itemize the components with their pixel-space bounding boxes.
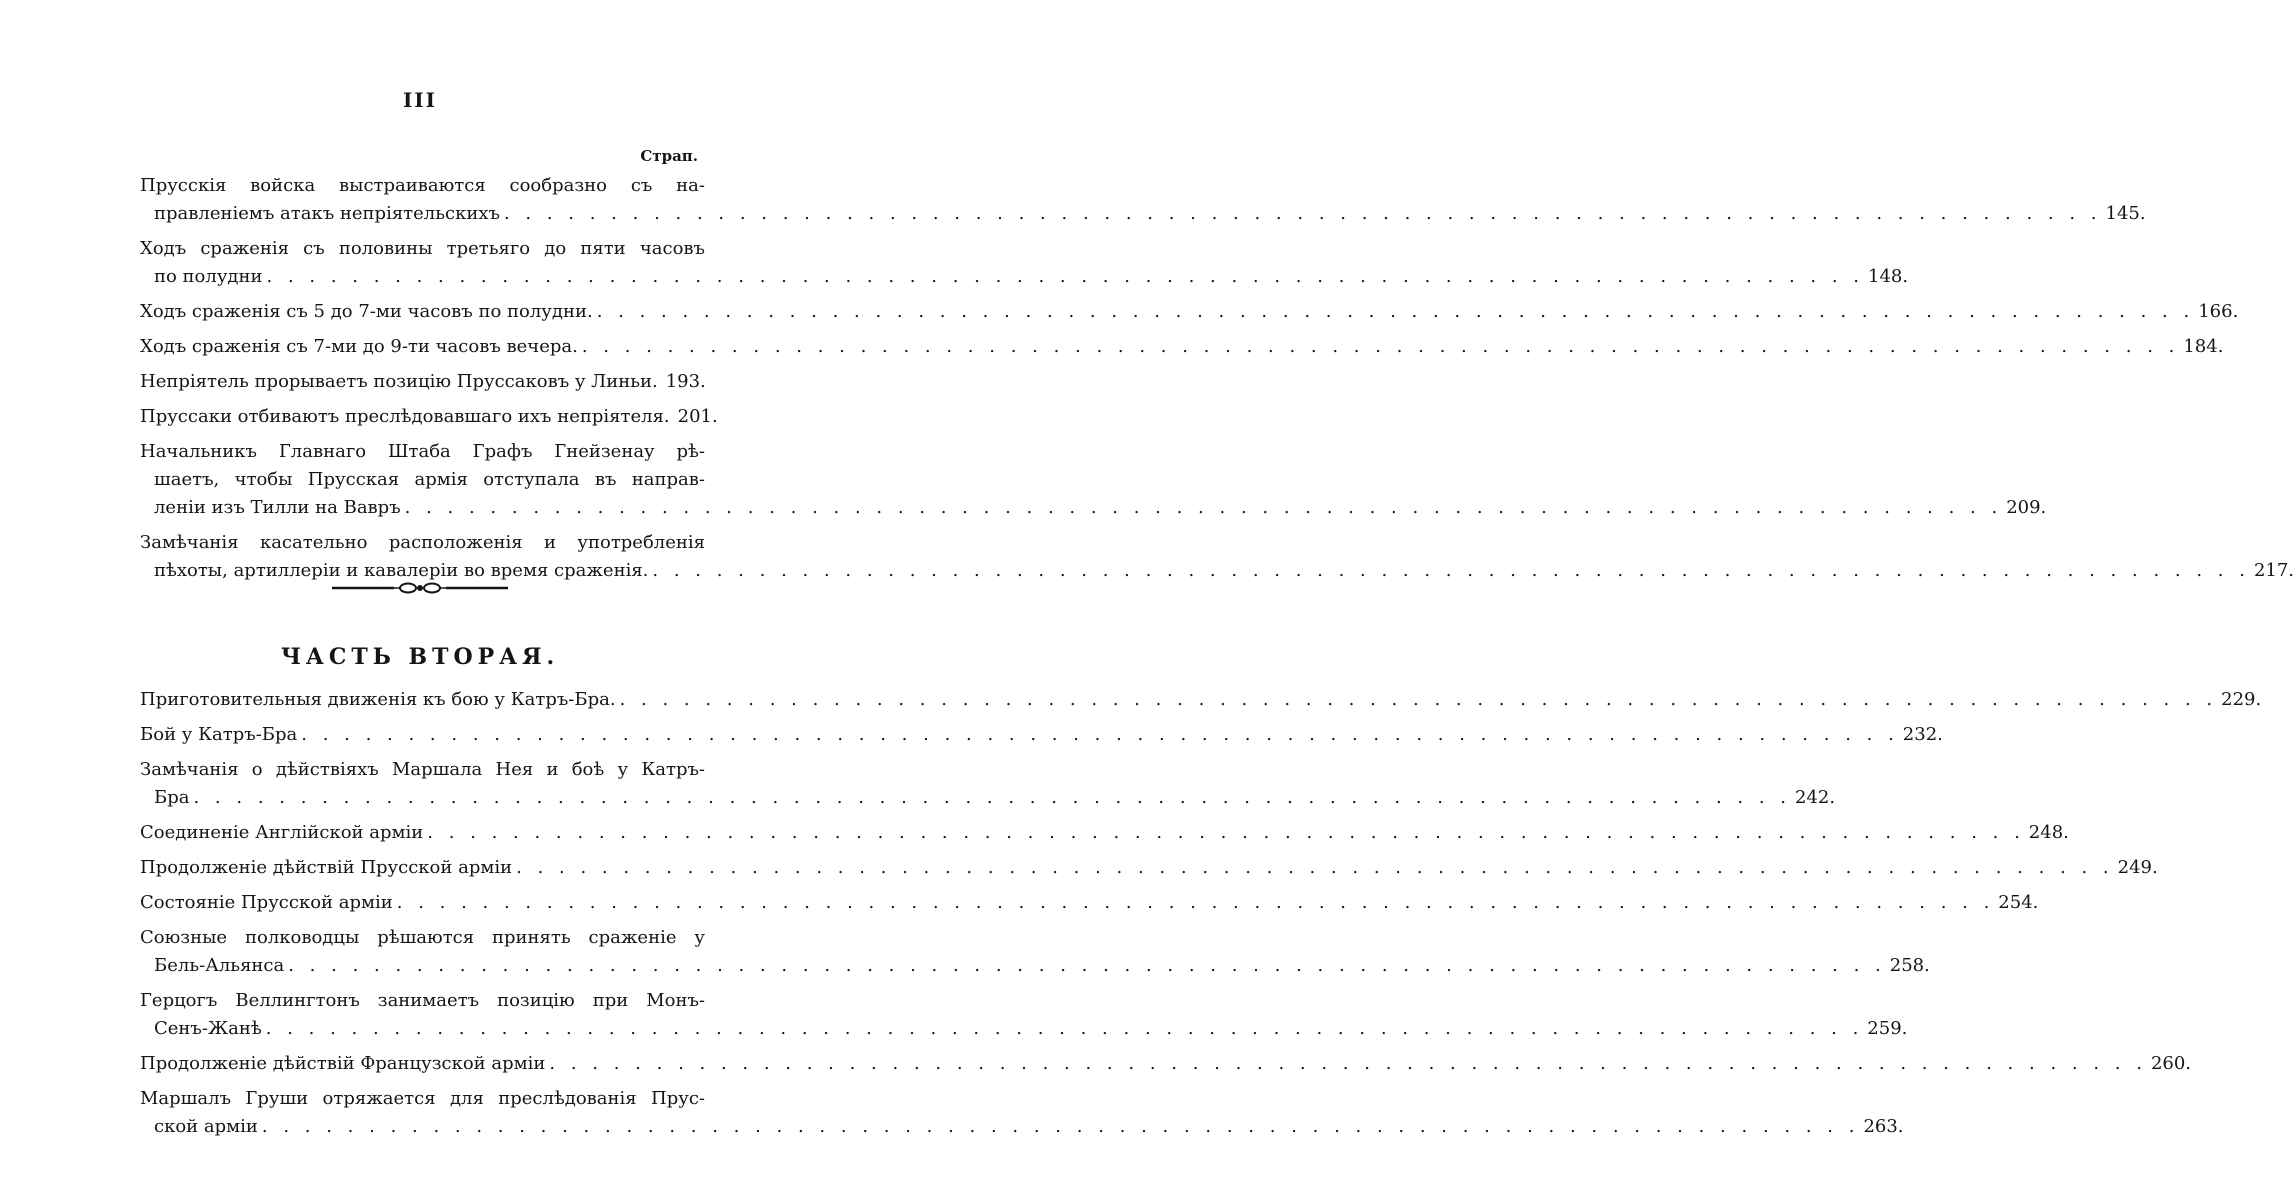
toc-entry-page: 193.	[665, 371, 706, 392]
dot-leader	[397, 889, 1995, 917]
toc-entry-page: 145.	[2105, 203, 2146, 224]
toc-entry-page: 259.	[1867, 1018, 1908, 1039]
dot-leader	[288, 952, 1886, 980]
toc-entry-page: 217.	[2253, 560, 2294, 581]
toc-entry-page: 260.	[2150, 1053, 2192, 1074]
page-column-label: Страп.	[640, 147, 698, 165]
toc-entry-title: по полудни	[154, 266, 263, 287]
toc-entry-page: 232.	[1902, 724, 1943, 745]
toc-entry-leader-line	[140, 1015, 1908, 1043]
toc-entry-leader-line	[140, 333, 2224, 361]
ornament-divider	[330, 576, 510, 600]
toc-entry-title: Состояніе Прусской арміи	[140, 892, 393, 913]
toc-entry-page: 166.	[2198, 301, 2239, 322]
toc-entry-leader-line	[140, 686, 2262, 714]
toc-entry	[140, 924, 1930, 980]
toc-entry-title: Соединеніе Англійской арміи	[140, 822, 424, 843]
toc-entry	[140, 756, 1836, 812]
toc-entry	[140, 987, 1908, 1043]
toc-entry-title: Бой у Катръ-Бра	[140, 724, 298, 745]
toc-entry-leader-line	[140, 200, 2146, 228]
toc-entry-page: 249.	[2117, 857, 2158, 878]
toc-entry	[140, 1050, 2192, 1078]
toc-entry	[140, 235, 1909, 291]
toc-entry-leader-line	[140, 1113, 1904, 1141]
dot-leader	[516, 854, 2114, 882]
toc-entry-leader-line	[140, 494, 2047, 522]
toc-entry-title: Ходъ сраженія съ 5 до 7-ми часовъ по полудни.	[140, 301, 593, 322]
toc-entry-leader-line	[140, 1050, 2192, 1078]
toc-entry-line: шаетъ, чтобы Прусская армія отступала въ направ-	[154, 469, 705, 490]
dot-leader	[582, 333, 2180, 361]
toc-entry-title: Сенъ-Жанѣ	[154, 1018, 262, 1039]
toc-entry-title: Приготовительныя движенія къ бою у Катръ-Бра.	[140, 689, 616, 710]
dot-leader	[262, 1113, 1860, 1141]
toc-entry-line: Маршалъ Груши отряжается для преслѣдованія Прус-	[140, 1088, 705, 1109]
toc-entry	[140, 172, 2146, 228]
toc-entry-leader-line	[140, 784, 1836, 812]
toc-entry	[140, 368, 705, 396]
dot-leader	[405, 494, 2003, 522]
toc-entry-line: Союзные полководцы рѣшаются принять сраженіе у	[140, 927, 705, 948]
dot-leader	[652, 557, 2250, 585]
toc-entry	[140, 333, 2224, 361]
toc-part-two	[140, 686, 2262, 1148]
toc-entry-title: Бель-Альянса	[154, 955, 285, 976]
toc-entry-title: Пруссаки отбиваютъ преслѣдовавшаго ихъ непріятеля.	[140, 406, 670, 427]
toc-entry-leader-line	[140, 263, 1909, 291]
toc-entry-leader-line	[140, 721, 1943, 749]
page-number: III	[402, 88, 438, 112]
toc-entry	[140, 686, 2262, 714]
toc-entry-line: Прусскія войска выстраиваются сообразно съ на-	[140, 175, 705, 196]
toc-entry	[140, 298, 2239, 326]
dot-leader	[301, 721, 1899, 749]
toc-part-one	[140, 172, 2294, 592]
toc-entry-page: 201.	[677, 406, 718, 427]
part-two-title: ЧАСТЬ ВТОРАЯ.	[280, 644, 560, 670]
toc-entry	[140, 889, 2039, 917]
toc-entry	[140, 819, 2069, 847]
toc-entry-page: 254.	[1998, 892, 2039, 913]
toc-entry-title: пѣхоты, артиллеріи и кавалеріи во время сраженія.	[154, 560, 649, 581]
dot-leader	[504, 200, 2102, 228]
toc-entry-leader-line	[140, 854, 2158, 882]
toc-entry-title: Продолженіе дѣйствій Прусской арміи	[140, 857, 513, 878]
toc-entry	[140, 854, 2158, 882]
toc-entry-title: правленіемъ атакъ непріятельскихъ	[154, 203, 500, 224]
toc-entry-page: 248.	[2028, 822, 2069, 843]
toc-entry	[140, 403, 718, 431]
toc-entry-line: Герцогъ Веллингтонъ занимаетъ позицію при Монъ-	[140, 990, 705, 1011]
toc-entry-line: Ходъ сраженія съ половины третьяго до пяти часовъ	[140, 238, 705, 259]
dot-leader	[549, 1050, 2147, 1078]
toc-entry-title: Ходъ сраженія съ 7-ми до 9-ти часовъ вечера.	[140, 336, 578, 357]
toc-entry-page: 242.	[1795, 787, 1836, 808]
toc-entry-title: Бра	[154, 787, 190, 808]
toc-entry-page: 148.	[1868, 266, 1909, 287]
toc-entry-leader-line	[140, 952, 1930, 980]
toc-entry-leader-line	[140, 298, 2239, 326]
toc-entry-title: леніи изъ Тилли на Вавръ	[154, 497, 401, 518]
dot-leader	[193, 784, 1791, 812]
toc-entry-page: 184.	[2183, 336, 2224, 357]
toc-entry	[140, 1085, 1904, 1141]
toc-entry-title: Непріятель прорываетъ позицію Пруссаковъ у Линьи.	[140, 371, 658, 392]
toc-entry-title: Продолженіе дѣйствій Французской арміи	[140, 1053, 546, 1074]
toc-entry-leader-line	[140, 819, 2069, 847]
dot-leader	[266, 1015, 1864, 1043]
toc-entry-page: 229.	[2221, 689, 2262, 710]
dot-leader	[597, 298, 2195, 326]
toc-entry-line: Начальникъ Главнаго Штаба Графъ Гнейзенау рѣ-	[140, 441, 705, 462]
dot-leader	[427, 819, 2025, 847]
toc-entry-page: 263.	[1863, 1116, 1904, 1137]
toc-entry-leader-line	[140, 368, 705, 396]
toc-entry	[140, 721, 1943, 749]
toc-entry-leader-line	[140, 403, 718, 431]
dot-leader	[267, 263, 1865, 291]
toc-entry-page: 209.	[2006, 497, 2047, 518]
toc-entry	[140, 438, 2047, 522]
toc-entry-title: ской арміи	[154, 1116, 258, 1137]
toc-entry-line: Замѣчанія о дѣйствіяхъ Маршала Нея и боѣ у Катръ-	[140, 759, 705, 780]
toc-entry-leader-line	[140, 889, 2039, 917]
toc-entry-page: 258.	[1889, 955, 1930, 976]
toc-entry-line: Замѣчанія касательно расположенія и употребленія	[140, 532, 705, 553]
dot-leader	[620, 686, 2218, 714]
